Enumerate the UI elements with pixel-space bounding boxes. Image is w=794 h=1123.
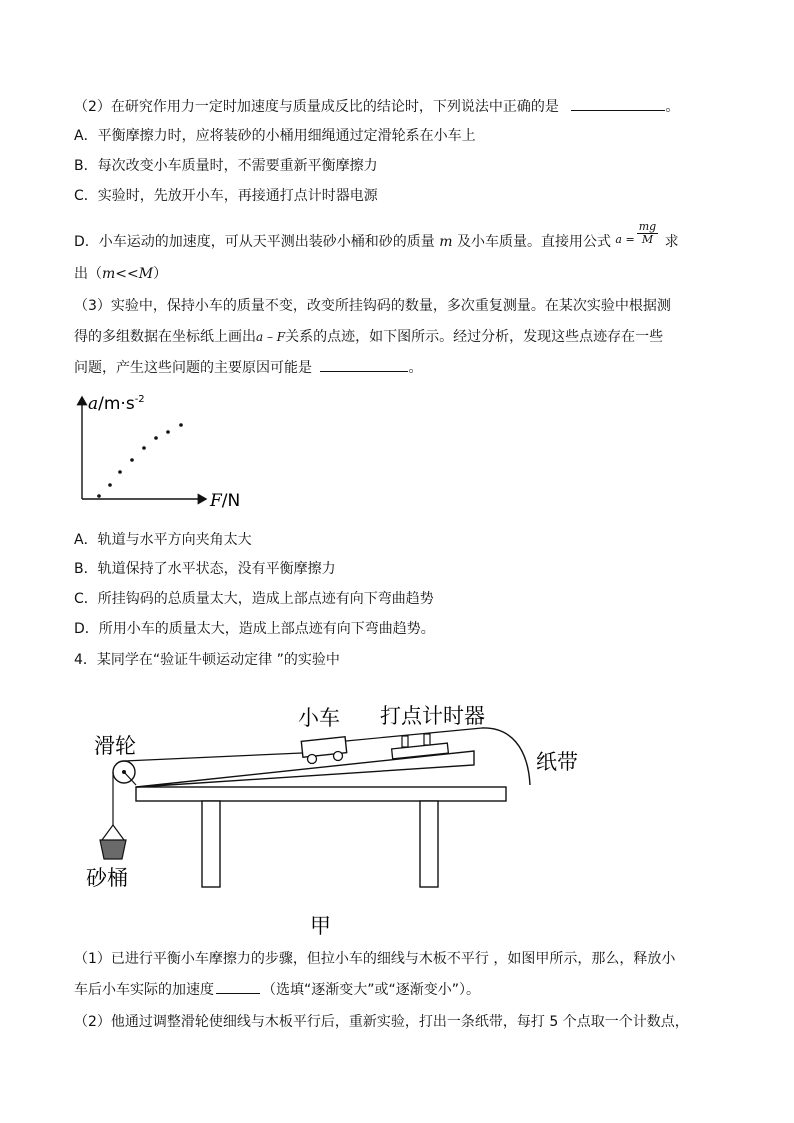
stem-end: 。: [665, 99, 680, 115]
data-points: [97, 423, 183, 498]
bucket-handle: [102, 825, 113, 840]
option-d-text: D．小车运动的加速度，可从天平测出装砂小桶和砂的质量: [74, 234, 435, 250]
apparatus-figure: [80, 695, 620, 940]
table-top: [136, 787, 506, 801]
q3-part2-stem: （2）在研究作用力一定时加速度与质量成反比的结论时，下列说法中正确的是: [74, 99, 559, 115]
data-point: [97, 494, 101, 498]
sand-bucket: [100, 840, 126, 859]
formula-lhs: a =: [615, 233, 635, 246]
q3-part3-option-d: D．所用小车的质量太大，造成上部点迹有向下弯曲趋势。: [74, 621, 435, 637]
formula-denominator: M: [641, 232, 654, 246]
data-point: [179, 423, 183, 427]
answer-blank[interactable]: [571, 96, 665, 111]
table-leg: [420, 801, 438, 887]
option-d-text: ）: [153, 266, 168, 282]
label-bucket: 砂桶: [86, 866, 128, 890]
q4-part1-line1: （1）已进行平衡小车摩擦力的步骤，但拉小车的细线与木板不平行 ，如图甲所示，那么，释放小: [74, 951, 676, 967]
q3-part3-line2: [74, 327, 663, 347]
data-point: [154, 436, 158, 440]
option-d-text: 求: [664, 234, 679, 250]
q3-part3-option-b: B．轨道保持了水平状态，没有平衡摩擦力: [74, 561, 336, 577]
q3-part2-option-c: C．实验时，先放开小车，再接通打点计时器电源: [74, 188, 378, 204]
y-axis-label: $a/m\cdot s^{-2}$: [88, 394, 145, 414]
q3-part3-option-c: C．所挂钩码的总质量太大，造成上部点迹有向下弯曲趋势: [74, 591, 434, 607]
answer-blank[interactable]: [320, 357, 408, 372]
x-axis-label: F/N: [210, 491, 241, 511]
part1-text: （选填“逐渐变大”或“逐渐变小”）。: [262, 982, 481, 998]
formula-numerator: mg: [638, 219, 657, 233]
data-point: [108, 483, 112, 487]
cart-wheel: [334, 752, 343, 761]
q3-part3-line3: [74, 357, 422, 378]
bucket-handle: [113, 825, 124, 840]
condition: m<<M: [102, 266, 154, 282]
q3-part3-line1: （3）实验中，保持小车的质量不变，改变所挂钩码的数量，多次重复测量。在某次实验中根据测: [74, 298, 671, 314]
option-d-text: 出（: [74, 266, 102, 282]
data-point: [166, 430, 170, 434]
label-timer: 打点计时器: [380, 704, 485, 728]
label-pulley: 滑轮: [94, 734, 136, 758]
answer-blank[interactable]: [216, 979, 260, 994]
a-f-graph: [70, 385, 270, 515]
q3-part2-option-b: B．每次改变小车质量时，不需要重新平衡摩擦力: [74, 158, 378, 174]
cart-wheel: [308, 755, 317, 764]
q4-part1-line2: [74, 979, 480, 1000]
figure-caption: 甲: [310, 914, 331, 938]
data-point: [118, 470, 122, 474]
q3-part2-option-a: A．平衡摩擦力时，应将装砂的小桶用细绳通过定滑轮系在小车上: [74, 128, 476, 144]
q4-part2-line1: （2）他通过调整滑轮使细线与木板平行后，重新实验，打出一条纸带，每打 5 个点取一个计数点，: [74, 1014, 689, 1030]
string: [124, 753, 302, 761]
q3-part2-option-d-line2: [74, 264, 167, 284]
relation-a-f: a – F: [256, 330, 286, 344]
label-tape: 纸带: [536, 750, 578, 774]
q3-part2-stem-line: [74, 96, 679, 117]
part3-text: 得的多组数据在坐标纸上画出: [74, 329, 256, 345]
table-leg: [202, 801, 220, 887]
paper-tape: [346, 728, 482, 741]
option-d-text: 及小车质量。直接用公式: [456, 234, 611, 250]
q4-stem: 4．某同学在“验证牛顿运动定律 ”的实验中: [74, 652, 340, 668]
data-point: [130, 458, 134, 462]
timer-post: [424, 734, 430, 745]
part3-text: 问题，产生这些问题的主要原因可能是: [74, 360, 312, 376]
q3-part2-option-d: [74, 219, 679, 252]
data-point: [142, 446, 146, 450]
formula-fraction: [637, 221, 658, 246]
part3-end: 。: [408, 360, 423, 376]
part3-text: 关系的点迹，如下图所示。经过分析，发现这些点迹存在一些: [285, 329, 664, 345]
paper-tape-curve: [482, 728, 530, 785]
label-cart: 小车: [298, 706, 340, 730]
timer-post: [402, 736, 408, 747]
q3-part3-option-a: A．轨道与水平方向夹角太大: [74, 532, 252, 548]
var-m: m: [439, 234, 453, 250]
part1-text: 车后小车实际的加速度: [74, 982, 214, 998]
